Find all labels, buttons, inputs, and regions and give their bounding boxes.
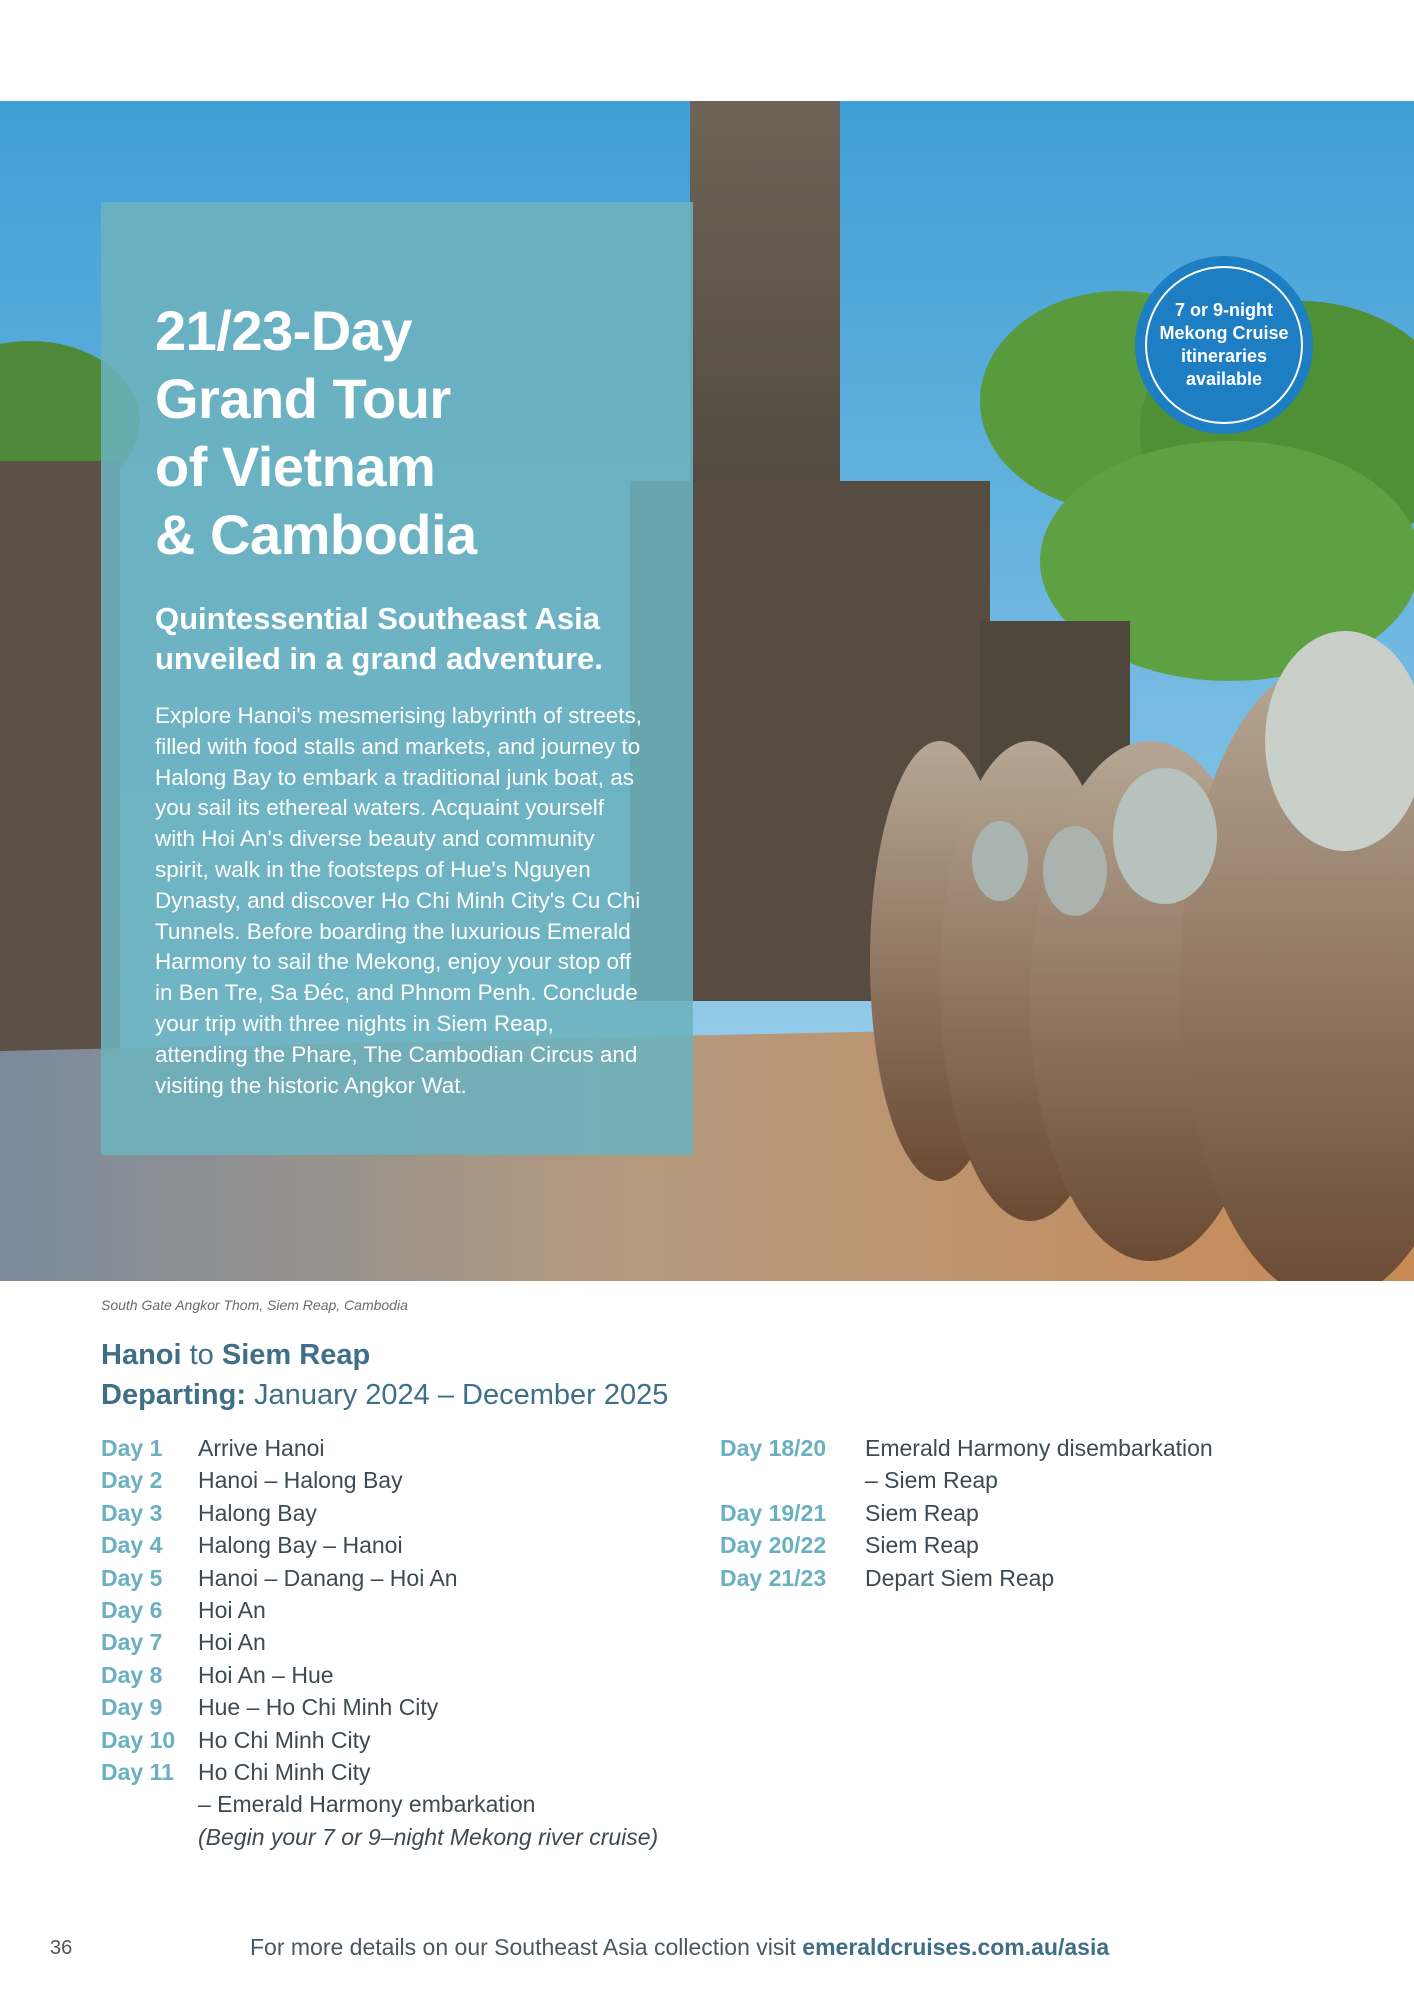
day-description: Arrive Hanoi [198,1435,325,1461]
itinerary-row [101,1497,701,1529]
hero-photo [0,101,1414,1281]
day-description: Hanoi – Danang – Hoi An [198,1564,458,1591]
day-description: Hanoi – Halong Bay [198,1467,403,1494]
itinerary-row [101,1562,701,1594]
itinerary-row [101,1691,701,1723]
itinerary-row [720,1432,1280,1497]
footer-text: For more details on our Southeast Asia collection visit emeraldcruises.com.au/asia [250,1934,1110,1960]
itinerary-row [720,1529,1280,1561]
website-link[interactable]: emeraldcruises.com.au/asia [802,1934,1110,1960]
day-label: Day 19/21 [720,1499,827,1526]
day-label: Day 21/23 [720,1564,827,1591]
day-description: Hoi An – Hue [198,1661,334,1688]
day-description: Depart Siem Reap [865,1564,1055,1591]
day-description: Hue – Ho Chi Minh City [198,1694,439,1721]
itinerary-right-column [720,1432,1280,1594]
tour-title: 21/23-Day Grand Tour of Vietnam & Cambodia [155,299,477,566]
day-label: Day 11 [101,1759,174,1786]
itinerary-row [101,1432,701,1464]
day-label: Day 4 [101,1532,163,1559]
intro-panel [101,202,693,1155]
tour-description: Explore Hanoi's mesmerising labyrinth of streets, filled with food stalls and markets, and journey to Halong Bay to embark a traditional junk boat, as you sail its ethereal waters. Acquaint yourself with Hoi An's diverse beauty and community spirit, walk in the footsteps of Hue's Nguyen Dynasty, and discover Ho Chi Minh City's Cu Chi Tunnels. Before boarding the luxurious Emerald Harmony to sail the Mekong, enjoy your stop off in Ben Tre, Sa Đéc, and Phnom Penh. Conclude your trip with three nights in Siem Reap, attending the Phare, The Cambodian Circus and visiting the historic Angkor Wat. [155,703,642,1098]
day-description: Siem Reap [865,1532,979,1559]
day-label: Day 18/20 [720,1435,827,1461]
photo-caption: South Gate Angkor Thom, Siem Reap, Cambodia [101,1297,408,1313]
day-description: Halong Bay – Hanoi [198,1532,403,1559]
tour-subtitle: Quintessential Southeast Asia unveiled in a grand adventure. [155,601,603,676]
day-description: Ho Chi Minh City – Emerald Harmony embarkation (Begin your 7 or 9–night Mekong river cruise) [198,1756,658,1853]
day-label: Day 6 [101,1597,163,1624]
itinerary-row [720,1562,1280,1594]
itinerary-row [101,1529,701,1561]
itinerary-row [101,1464,701,1496]
day-label: Day 5 [101,1564,163,1591]
day-description: Siem Reap [865,1499,979,1526]
day-label: Day 10 [101,1726,176,1753]
itinerary-row [101,1626,701,1658]
day-description: Hoi An [198,1629,266,1656]
day-label: Day 20/22 [720,1532,827,1559]
itinerary-row [101,1659,701,1691]
itinerary-left-column [101,1432,701,1853]
day-description: Hoi An [198,1597,266,1624]
mekong-cruise-badge [1135,256,1313,434]
badge-text: 7 or 9-night Mekong Cruise itineraries available [1145,266,1303,424]
departing-heading: Departing: January 2024 – December 2025 [101,1379,669,1411]
itinerary-row [101,1594,701,1626]
day-label: Day 8 [101,1661,163,1688]
page-number: 36 [50,1937,73,1959]
day-description: Ho Chi Minh City [198,1726,371,1753]
day-note: (Begin your 7 or 9–night Mekong river cruise) [198,1823,659,1850]
day-description: Emerald Harmony disembarkation – Siem Reap [865,1435,1213,1494]
itinerary-row [101,1724,701,1756]
day-label: Day 1 [101,1435,163,1461]
day-description: Halong Bay [198,1499,317,1526]
day-label: Day 7 [101,1629,163,1656]
day-label: Day 9 [101,1694,163,1721]
day-label: Day 3 [101,1499,163,1526]
day-label: Day 2 [101,1467,163,1494]
route-heading: Hanoi to Siem Reap [101,1339,371,1371]
itinerary-row [720,1497,1280,1529]
itinerary-row [101,1756,701,1853]
